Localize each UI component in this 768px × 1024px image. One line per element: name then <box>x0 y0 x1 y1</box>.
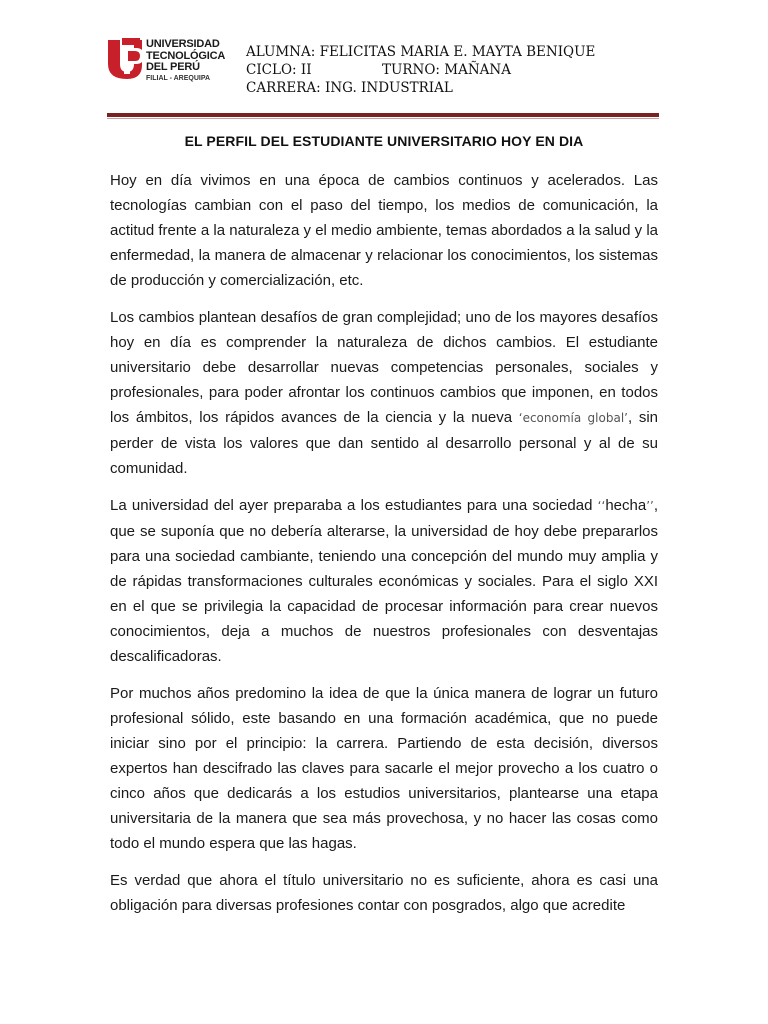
paragraph-2-quote: ‘economía global’ <box>518 411 628 425</box>
logo-line-3: DEL PERÚ <box>146 61 200 73</box>
logo-line-2: TECNOLÓGICA <box>146 49 226 62</box>
paragraph-2 <box>110 305 658 481</box>
paragraph-1: Hoy en día vivimos en una época de cambios continuos y acelerados. Las tecnologías cambian con el paso del tiempo, los medios de comunicación, la actitud frente a la naturaleza y el medio ambiente, temas abordados a la salud y la enfermedad, la manera de almacenar y relacionar los conocimientos, los sistemas de producción y comercialización, etc. <box>110 172 658 289</box>
logo-line-1: UNIVERSIDAD <box>146 38 220 50</box>
utp-logo-icon <box>106 34 146 86</box>
student-name: ALUMNA: FELICITAS MARIA E. MAYTA BENIQUE <box>246 44 596 60</box>
paragraph-3-text-a: La universidad del ayer preparaba a los estudiantes para una sociedad <box>110 497 598 514</box>
paragraph-3 <box>110 493 658 669</box>
student-cycle: CICLO: II <box>246 62 312 78</box>
student-career: CARRERA: ING. INDUSTRIAL <box>246 80 453 96</box>
paragraph-3-text-b: hecha <box>605 497 647 514</box>
student-info <box>246 43 595 97</box>
paragraph-4: Por muchos años predomino la idea de que la única manera de lograr un futuro profesional sólido, este basando en una formación académica, que no puede iniciar sino por el principio: la carrera. Partiendo de esta decisión, diversos expertos han descifrado las claves para sacarle el mejor provecho a los cuatro o cinco años que dedicarás a los estudios universitarios, plantearse una etapa universitaria de la manera que sea más provechosa, y no hacer las cosas como todo el mundo espera que las hagas. <box>110 685 658 852</box>
header-divider <box>107 113 659 117</box>
university-logo <box>106 34 231 86</box>
paragraph-3-close-quote: ’’ <box>646 499 654 513</box>
paragraph-2-text-a: Los cambios plantean desafíos de gran complejidad; uno de los mayores desafíos hoy en día es comprender la naturaleza de dichos cambios. El estudiante universitario debe desarrollar nuevas competencias personales, sociales y profesionales, para poder afrontar los continuos cambios que imponen, en todos los ámbitos, los rápidos avances de la ciencia y la nueva <box>110 309 658 426</box>
header-divider-thin <box>107 118 659 119</box>
student-shift: TURNO: MAÑANA <box>382 62 511 78</box>
document-title: EL PERFIL DEL ESTUDIANTE UNIVERSITARIO HOY EN DIA <box>184 133 584 149</box>
paragraph-3-text-c: , que se suponía que no debería alterarse, la universidad de hoy debe prepararlos para una sociedad cambiante, teniendo una concepción del mundo muy amplia y de rápidas transformaciones culturales económicas y sociales. Para el siglo XXI en el que se privilegia la capacidad de procesar información para crear nuevos conocimientos, deja a muchos de nuestros profesionales con desventajas descalificadoras. <box>110 497 658 665</box>
paragraph-2-text-b: , sin perder de vista los valores que dan sentido al desarrollo personal y al de su comunidad. <box>110 409 659 477</box>
paragraph-5: Es verdad que ahora el título universitario no es suficiente, ahora es casi una obligación para diversas profesiones contar con posgrados, algo que acredite <box>110 872 658 914</box>
paragraph-3-open-quote: ‘‘ <box>597 499 606 513</box>
document-body <box>110 168 658 930</box>
logo-line-4: FILIAL - AREQUIPA <box>146 74 211 82</box>
